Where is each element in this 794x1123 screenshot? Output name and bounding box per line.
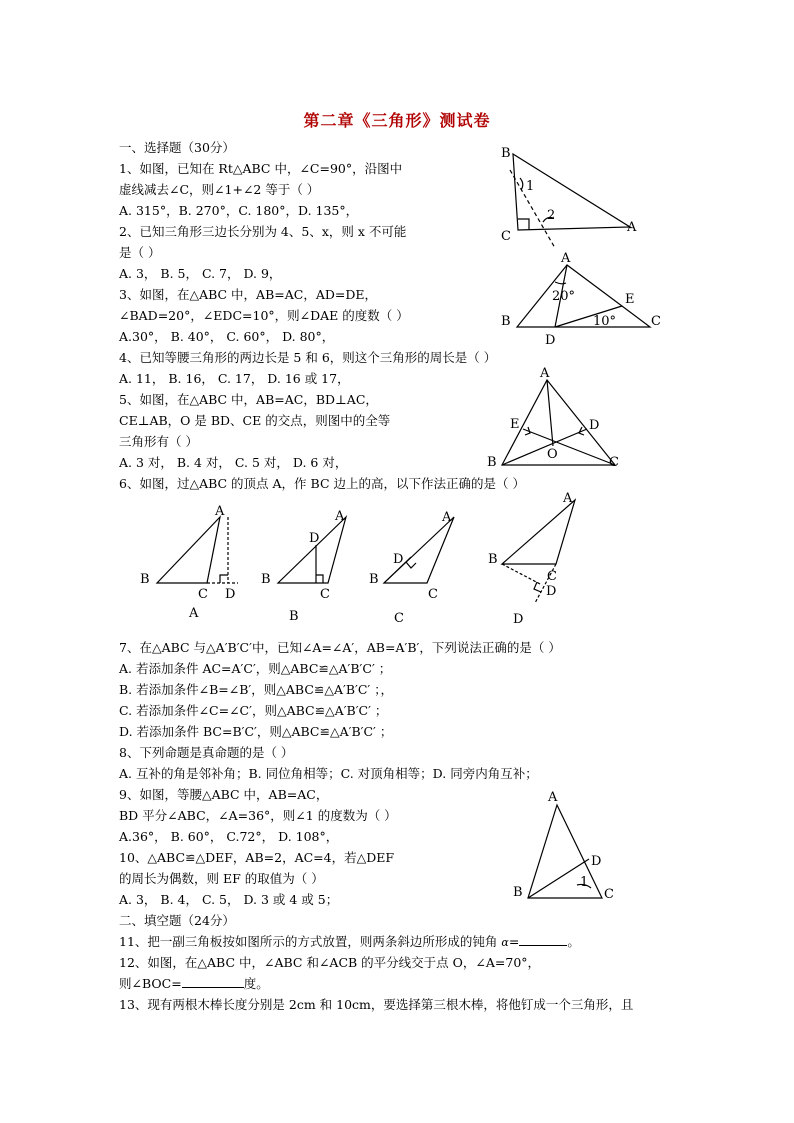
q3-label-B: B (501, 314, 511, 329)
q3-angle-20: 20° (552, 289, 576, 304)
q6-figure-d (485, 490, 595, 625)
q1-label-B: B (501, 146, 511, 161)
q6-figure-b (258, 505, 358, 624)
q1-label-A: A (627, 220, 637, 235)
q3-label-A: A (561, 251, 571, 266)
q5-label-B: B (487, 455, 497, 470)
q11-pre: 11、把一副三角板按如图所示的方式放置，则两条斜边所形成的钝角 (119, 934, 502, 949)
q6-figure-c (366, 505, 466, 625)
q12-answer-blank[interactable] (182, 976, 244, 988)
q5-label-O: O (547, 447, 558, 462)
q6c-label-C: C (428, 587, 438, 602)
q6a-option-label: A (189, 606, 199, 621)
q3-label-C: C (651, 314, 661, 329)
q6d-triangle (502, 500, 575, 564)
q6c-label-A: A (442, 510, 452, 525)
q9-label-D: D (591, 854, 602, 869)
q2-text-line2: 是（ ） (119, 245, 161, 260)
q6b-label-A: A (335, 509, 345, 524)
q11-eq: = (508, 934, 520, 949)
q5-label-E: E (510, 417, 520, 432)
q1-text-line2: 虚线减去∠C，则∠1+∠2 等于（ ） (119, 182, 320, 197)
q1-label-C: C (501, 229, 511, 244)
q6d-extension (502, 564, 542, 585)
q6b-label-D: D (309, 531, 320, 546)
q1-label-1: 1 (526, 179, 535, 194)
q11-answer-blank[interactable] (519, 934, 567, 946)
q1-right-angle-mark (518, 219, 529, 230)
q6b-label-B: B (261, 572, 271, 587)
q10-options: A. 3， B. 4， C. 5， D. 3 或 4 或 5； (119, 892, 339, 907)
q11-post: 。 (567, 934, 580, 949)
q9-label-1: 1 (580, 875, 589, 890)
q10-text-line2: 的周长为偶数，则 EF 的取值为（ ） (119, 871, 324, 886)
q13-text: 13、现有两根木棒长度分别是 2cm 和 10cm，要选择第三根木棒，将他钉成一个三角形，且 (119, 997, 634, 1012)
q6-text: 6、如图，过△ABC 的顶点 A，作 BC 边上的高，以下作法正确的是（ ） (119, 476, 525, 491)
q6a-label-B: B (140, 572, 150, 587)
q6-figure-a (140, 505, 250, 620)
q6c-option-label: C (394, 611, 404, 626)
q9-text-line2: BD 平分∠ABC，∠A=36°，则∠1 的度数为（ ） (119, 808, 397, 823)
q6a-triangle (157, 517, 220, 583)
q6c-right-angle (406, 562, 416, 568)
q6d-label-A: A (563, 491, 573, 506)
q11-alpha: α (501, 936, 509, 949)
q1-text-line1: 1、如图，已知在 Rt△ABC 中，∠C=90°，沿图中 (119, 161, 403, 176)
q6b-right-angle (316, 575, 323, 583)
q5-label-D: D (589, 418, 600, 433)
q4-options: A. 11， B. 16， C. 17， D. 16 或 17， (119, 371, 350, 386)
q6b-label-C: C (320, 587, 330, 602)
page-title: 第二章《三角形》测试卷 (303, 111, 491, 130)
q6d-label-B: B (488, 552, 498, 567)
q5-figure (485, 365, 635, 475)
q12-text-line1: 12、如图，在△ABC 中，∠ABC 和∠ACB 的平分线交于点 O，∠A=70°， (119, 955, 541, 970)
q1-figure (495, 140, 645, 245)
q5-text-line2: CE⊥AB，O 是 BD、CE 的交点，则图中的全等 (119, 413, 391, 428)
q7-option-a: A. 若添加条件 AC=A′C′，则△ABC≌△A′B′C′ ； (119, 661, 392, 676)
q3-text-line1: 3、如图，在△ABC 中，AB=AC，AD=DE， (119, 287, 377, 302)
q1-label-2: 2 (547, 208, 556, 223)
q6a-label-D: D (225, 587, 236, 602)
q6a-label-A: A (215, 504, 225, 519)
q6c-label-B: B (369, 572, 379, 587)
q1-options: A. 315°，B. 270°，C. 180°，D. 135°， (119, 203, 359, 218)
q6b-option-label: B (289, 609, 299, 624)
q8-text: 8、下列命题是真命题的是（ ） (119, 745, 294, 760)
q3-text-line2: ∠BAD=20°，∠EDC=10°，则∠DAE 的度数（ ） (119, 308, 409, 323)
q5-text-line3: 三角形有（ ） (119, 434, 198, 449)
q12-text-line2 (119, 976, 269, 992)
q7-option-d: D. 若添加条件 BC=B′C′，则△ABC≌△A′B′C′ ； (119, 724, 393, 739)
q6a-right-angle (220, 575, 228, 583)
q5-text-line1: 5、如图，在△ABC 中，AB=AC，BD⊥AC， (119, 392, 378, 407)
q5-options: A. 3 对， B. 4 对， C. 5 对， D. 6 对， (119, 455, 348, 470)
q7-option-c: C. 若添加条件∠C=∠C′，则△ABC≌△A′B′C′ ； (119, 703, 388, 718)
section-heading-fill: 二、填空题（24分） (119, 913, 235, 928)
q11-text (119, 934, 580, 951)
q3-angle-BAD-arc (555, 282, 566, 284)
q3-options: A.30°， B. 40°， C. 60°， D. 80°， (119, 329, 335, 344)
q10-text-line1: 10、△ABC≌△DEF，AB=2，AC=4，若△DEF (119, 850, 395, 865)
q6d-label-D: D (546, 584, 557, 599)
q5-label-A: A (540, 366, 550, 381)
q5-label-C: C (609, 455, 619, 470)
q3-angle-10: 10° (593, 314, 617, 329)
q8-options: A. 互补的角是邻补角；B. 同位角相等；C. 对顶角相等；D. 同旁内角互补； (119, 766, 538, 781)
q4-text: 4、已知等腰三角形的两边长是 5 和 6，则这个三角形的周长是（ ） (119, 350, 497, 365)
q5-altitude-BD (502, 429, 587, 465)
q2-text-line1: 2、已知三角形三边长分别为 4、5、x，则 x 不可能 (119, 224, 407, 239)
q3-label-D: D (545, 333, 556, 348)
q9-label-C: C (604, 887, 614, 902)
q2-options: A. 3， B. 5， C. 7， D. 9， (119, 266, 282, 281)
q7-text: 7、在△ABC 与△A′B′C′中，已知∠A=∠A′，AB=A′B′，下列说法正确的是（ ） (119, 640, 561, 655)
q6a-label-C: C (198, 587, 208, 602)
q3-label-E: E (625, 292, 635, 307)
q12-post: 度。 (243, 976, 269, 991)
q6d-option-label: D (513, 612, 524, 627)
q1-angle1-arc (520, 178, 523, 190)
section-heading-choice: 一、选择题（30分） (119, 140, 235, 155)
q7-option-b: B. 若添加条件∠B=∠B′，则△ABC≌△A′B′C′ ；， (119, 682, 393, 697)
q12-pre: 则∠BOC= (119, 976, 182, 991)
q9-label-A: A (548, 790, 558, 805)
q9-label-B: B (513, 885, 523, 900)
q9-triangle (528, 805, 602, 898)
q3-figure (495, 250, 670, 348)
q5-segment-AO (547, 380, 553, 446)
q9-figure (505, 785, 635, 905)
q6b-triangle (278, 517, 346, 583)
q9-text-line1: 9、如图，等腰△ABC 中，AB=AC， (119, 787, 329, 802)
q9-options: A.36°， B. 60°， C.72°， D. 108°， (119, 829, 339, 844)
q6c-label-D: D (393, 552, 404, 567)
q6d-label-C: C (547, 569, 557, 584)
